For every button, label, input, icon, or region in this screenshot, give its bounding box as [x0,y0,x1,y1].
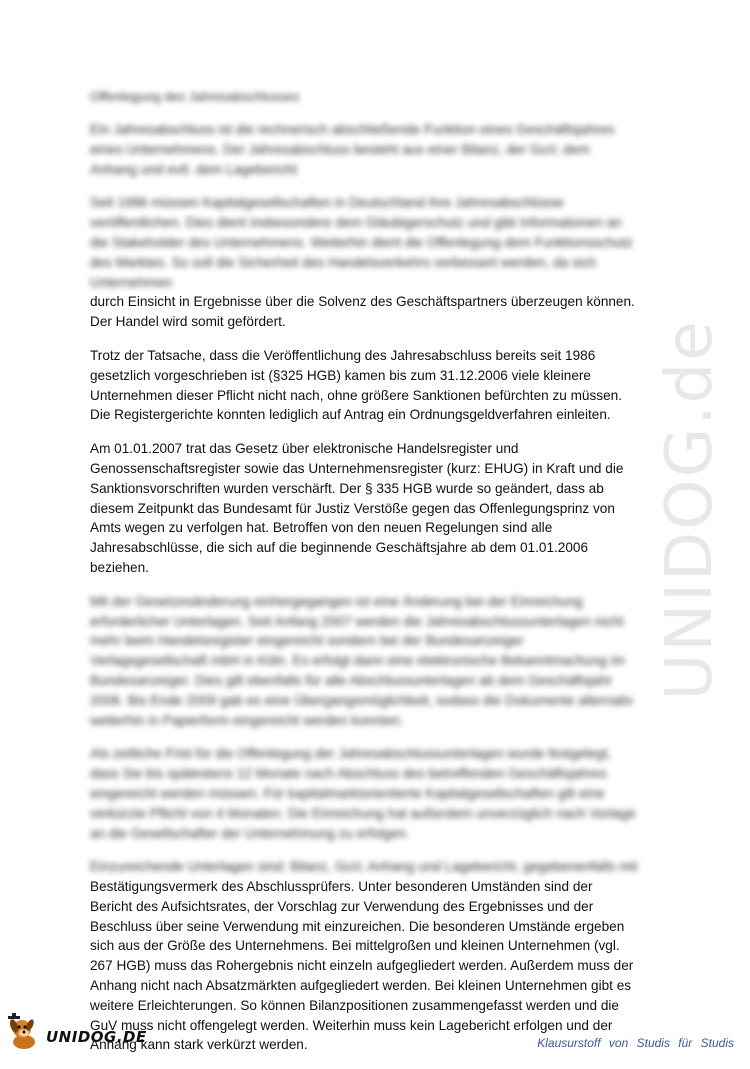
paragraph-sanctions: Trotz der Tatsache, dass die Veröffentlichung des Jahresabschluss bereits seit 1986 gesetzlich vorgeschrieben ist (§325 HGB) kamen bis zum 31.12.2006 viele kleinere Unternehmen dieser Pflicht nicht nach, ohne größere Sanktionen befürchten zu müssen. Die Registergerichte konnten lediglich auf Antrag ein Ordnungsgeldverfahren einleiten. [90,347,622,423]
paragraph-history-blurred: Seit 1986 müssen Kapitalgesellschaften in Deutschland ihre Jahresabschlüsse veröffentlichen. Dies dient insbesondere dem Gläubigerschutz und gibt Informationen an die Stakeholder des Unternehmens. Weiterhin dient die Offenlegung dem Funktionsschutz des Marktes. So soll die Sicherheit des Handelsverkehrs verbessert werden, da sich Unternehmen [90,195,633,290]
page-footer [0,1010,750,1060]
logo-text: UNIDOG.DE [46,1028,147,1046]
paragraph-history-clear: durch Einsicht in Ergebnisse über die Solvenz des Geschäftspartners überzeugen können. Der Handel wird somit gefördert. [90,294,635,330]
paragraph-submission: Mit der Gesetzesänderung einhergegangen ist eine Änderung bei der Einreichung erforderlicher Unterlagen. Seit Anfang 2007 werden die Jahresabschlussunterlagen nicht mehr beim Handelsregister eingereicht sondern bei der Bundesanzeiger Verlagsgesellschaft mbH in Köln. Es erfolgt dann eine elektronische Bekanntmachung im Bundesanzeiger. Dies gilt ebenfalls für alle Abschlussunterlagen ab dem Geschäftsjahr 2006. Bis Ende 2009 gab es eine Übergangsmöglichkeit, sodass die Dokumente alternativ weiterhin in Papierform eingereicht werden konnten. [90,593,634,728]
dog-mascot-icon [4,1012,44,1052]
paragraph-documents-clear: Bestätigungsvermerk des Abschlussprüfers. Unter besonderen Umständen sind der Bericht des Aufsichtsrates, der Vorschlag zur Verwendung des Ergebnisses und der Beschluss über seine Verwendung mit einzureichen. Die besonderen Umstände ergeben sich aus der Größe des Unternehmens. Bei mittelgroßen und kleinen Unternehmen (vgl. 267 HGB) muss das Rohergebnis nicht einzeln aufgegliedert werden. Außerdem muss der Anhang nicht nach Absatzmärkten aufgegliedert werden. Bei kleinen Unternehmen gibt es weitere Erleichterungen. So können Bilanzpositionen zusammengefasst werden und die GuV muss nicht offengelegt werden. Weiterhin muss kein Lagebericht erfolgen und der Anhang kann stark verkürzt werden. [90,879,634,1053]
watermark-text: UNIDOG.de [653,319,727,701]
paragraph-documents-blurred: Einzureichende Unterlagen sind: Bilanz, GuV, Anhang und Lagebericht, gegebenenfalls mit [90,859,638,875]
document-body [90,88,638,1069]
paragraph-ehug: Am 01.01.2007 trat das Gesetz über elektronische Handelsregister und Genossenschaftsregister sowie das Unternehmensregister (kurz: EHUG) in Kraft und die Sanktionsvorschriften wurden verschärft. Der § 335 HGB wurde so geändert, dass ab diesem Zeitpunkt das Bundesamt für Justiz Verstöße gegen das Offenlegungsprinz von Amts wegen zu verfolgen hat. Betroffen von den neuen Regelungen sind alle Jahresabschlüsse, die sich auf die beginnende Geschäftsjahre ab dem 01.01.2006 beziehen. [90,441,624,575]
paragraph-definition: Ein Jahresabschluss ist die rechnerisch abschließende Funktion eines Geschäftsjahres eines Unternehmens. Der Jahresabschluss besteht aus einer Bilanz, der GuV, dem Anhang und evtl. dem Lagebericht [90,122,615,177]
unidog-logo[interactable] [4,1012,147,1052]
document-title: Offenlegung des Jahresabschlusses [90,89,300,104]
watermark [630,270,750,750]
footer-tagline: Klausurstoff von Studis für Studis [537,1036,734,1050]
paragraph-deadline: Als zeitliche Frist für die Offenlegung der Jahresabschlussunterlagen wurde festgelegt, dass Sie bis spätestens 12 Monate nach Abschluss des betreffenden Geschäftsjahres eingereicht werden müssen. Für kapitalmarktorientierte Kapitalgesellschaften gilt eine verkürzte Pflicht von 4 Monaten. Die Einreichung hat außerdem unverzüglich nach Vorlage an die Gesellschafter der Unternehmung zu erfolgen. [90,746,636,841]
